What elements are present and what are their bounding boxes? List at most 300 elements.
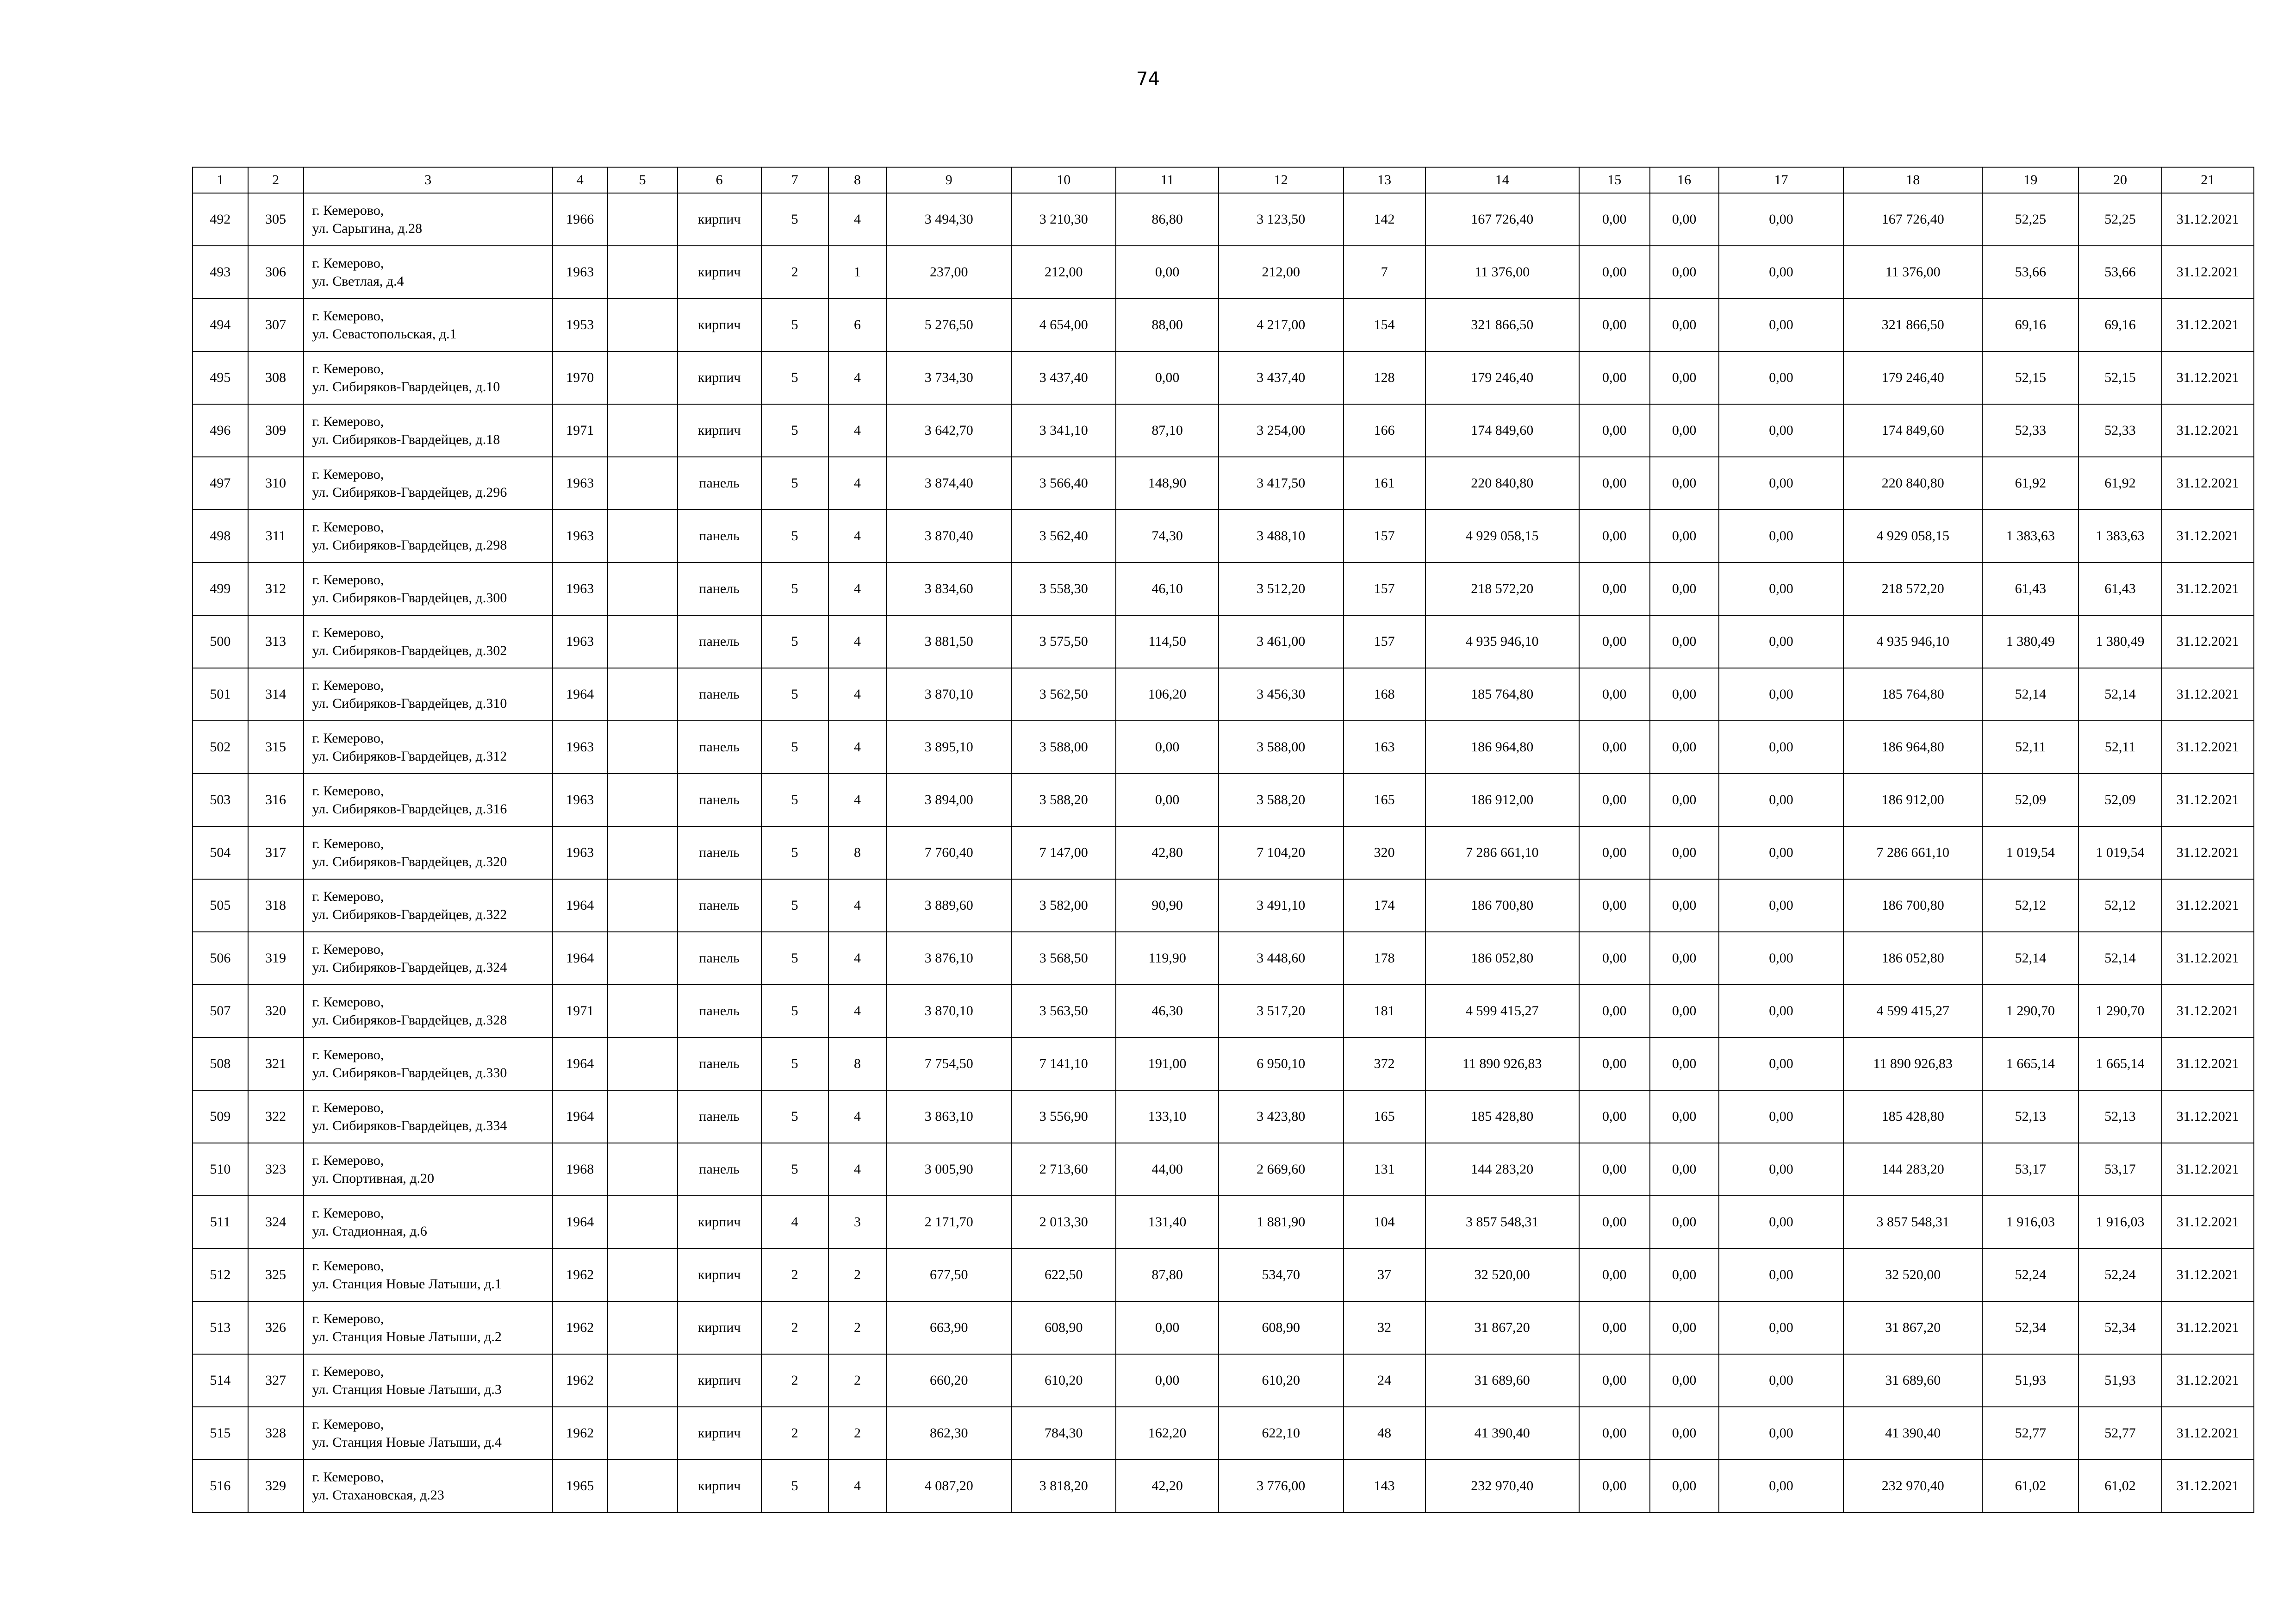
cell-col-18: 185 428,80 (1843, 1090, 1982, 1143)
cell-col-6: кирпич (678, 404, 761, 457)
cell-col-7: 5 (761, 615, 828, 668)
cell-col-11: 74,30 (1116, 510, 1218, 562)
cell-col-2: 320 (248, 985, 304, 1037)
cell-col-21: 31.12.2021 (2162, 193, 2254, 246)
address-cell (304, 1354, 553, 1407)
table-row (193, 985, 2254, 1037)
address-cell (304, 826, 553, 879)
cell-col-17: 0,00 (1719, 299, 1844, 351)
cell-col-11: 162,20 (1116, 1407, 1218, 1460)
cell-col-7: 2 (761, 1407, 828, 1460)
cell-col-10: 3 210,30 (1011, 193, 1116, 246)
cell-col-12: 7 104,20 (1219, 826, 1344, 879)
cell-col-5 (608, 1354, 678, 1407)
cell-col-6: панель (678, 562, 761, 615)
address-city: г. Кемерово, (312, 203, 384, 218)
cell-col-7: 5 (761, 932, 828, 985)
cell-col-1: 502 (193, 721, 248, 774)
cell-col-20: 1 665,14 (2078, 1037, 2161, 1090)
cell-col-17: 0,00 (1719, 246, 1844, 299)
cell-col-13: 157 (1344, 562, 1425, 615)
cell-col-15: 0,00 (1579, 299, 1650, 351)
cell-col-14: 7 286 661,10 (1425, 826, 1579, 879)
cell-col-2: 310 (248, 457, 304, 510)
cell-col-21: 31.12.2021 (2162, 351, 2254, 404)
table-row (193, 1407, 2254, 1460)
address-city: г. Кемерово, (312, 942, 384, 957)
address-city: г. Кемерово, (312, 467, 384, 482)
cell-col-21: 31.12.2021 (2162, 1037, 2254, 1090)
cell-col-1: 506 (193, 932, 248, 985)
cell-col-8: 2 (828, 1354, 887, 1407)
address-city: г. Кемерово, (312, 414, 384, 429)
cell-col-19: 52,77 (1982, 1407, 2078, 1460)
cell-col-11: 0,00 (1116, 246, 1218, 299)
table-header-row (193, 167, 2254, 193)
cell-col-8: 4 (828, 985, 887, 1037)
cell-col-18: 3 857 548,31 (1843, 1196, 1982, 1249)
cell-col-21: 31.12.2021 (2162, 1354, 2254, 1407)
cell-col-9: 3 870,40 (886, 510, 1011, 562)
table-row (193, 457, 2254, 510)
cell-col-10: 608,90 (1011, 1301, 1116, 1354)
cell-col-21: 31.12.2021 (2162, 721, 2254, 774)
cell-col-15: 0,00 (1579, 457, 1650, 510)
address-city: г. Кемерово, (312, 1047, 384, 1062)
column-header-21: 21 (2162, 167, 2254, 193)
cell-col-6: панель (678, 1143, 761, 1196)
cell-col-6: кирпич (678, 299, 761, 351)
cell-col-1: 509 (193, 1090, 248, 1143)
address-street: ул. Сибиряков-Гвардейцев, д.320 (312, 854, 507, 869)
column-header-20: 20 (2078, 167, 2161, 193)
cell-col-21: 31.12.2021 (2162, 1143, 2254, 1196)
cell-col-11: 0,00 (1116, 721, 1218, 774)
cell-col-7: 4 (761, 1196, 828, 1249)
cell-col-2: 324 (248, 1196, 304, 1249)
table-row (193, 879, 2254, 932)
cell-col-8: 4 (828, 562, 887, 615)
column-header-19: 19 (1982, 167, 2078, 193)
table-row (193, 826, 2254, 879)
cell-col-20: 1 383,63 (2078, 510, 2161, 562)
cell-col-1: 507 (193, 985, 248, 1037)
cell-col-16: 0,00 (1650, 879, 1719, 932)
table-row (193, 615, 2254, 668)
cell-col-7: 5 (761, 879, 828, 932)
address-city: г. Кемерово, (312, 1364, 384, 1379)
cell-col-18: 11 376,00 (1843, 246, 1982, 299)
cell-col-17: 0,00 (1719, 1090, 1844, 1143)
cell-col-15: 0,00 (1579, 510, 1650, 562)
table-row (193, 1301, 2254, 1354)
cell-col-9: 3 494,30 (886, 193, 1011, 246)
table-row (193, 1143, 2254, 1196)
cell-col-12: 2 669,60 (1219, 1143, 1344, 1196)
cell-col-10: 622,50 (1011, 1249, 1116, 1301)
cell-col-14: 31 867,20 (1425, 1301, 1579, 1354)
cell-col-14: 232 970,40 (1425, 1460, 1579, 1512)
cell-col-21: 31.12.2021 (2162, 246, 2254, 299)
cell-col-18: 4 599 415,27 (1843, 985, 1982, 1037)
cell-col-4: 1966 (553, 193, 608, 246)
cell-col-12: 3 517,20 (1219, 985, 1344, 1037)
cell-col-1: 503 (193, 774, 248, 826)
cell-col-4: 1968 (553, 1143, 608, 1196)
cell-col-1: 493 (193, 246, 248, 299)
cell-col-19: 53,66 (1982, 246, 2078, 299)
cell-col-19: 52,34 (1982, 1301, 2078, 1354)
cell-col-16: 0,00 (1650, 193, 1719, 246)
cell-col-2: 327 (248, 1354, 304, 1407)
cell-col-11: 42,20 (1116, 1460, 1218, 1512)
cell-col-12: 4 217,00 (1219, 299, 1344, 351)
cell-col-12: 3 461,00 (1219, 615, 1344, 668)
cell-col-8: 8 (828, 1037, 887, 1090)
address-city: г. Кемерово, (312, 1258, 384, 1274)
cell-col-13: 157 (1344, 510, 1425, 562)
cell-col-15: 0,00 (1579, 404, 1650, 457)
cell-col-2: 308 (248, 351, 304, 404)
cell-col-8: 4 (828, 668, 887, 721)
cell-col-1: 499 (193, 562, 248, 615)
column-header-11: 11 (1116, 167, 1218, 193)
table-row (193, 1460, 2254, 1512)
cell-col-7: 5 (761, 510, 828, 562)
cell-col-20: 61,43 (2078, 562, 2161, 615)
cell-col-19: 52,14 (1982, 932, 2078, 985)
address-cell (304, 1090, 553, 1143)
cell-col-4: 1963 (553, 562, 608, 615)
address-cell (304, 510, 553, 562)
table-row (193, 932, 2254, 985)
cell-col-5 (608, 193, 678, 246)
cell-col-7: 5 (761, 1460, 828, 1512)
cell-col-14: 186 700,80 (1425, 879, 1579, 932)
cell-col-15: 0,00 (1579, 774, 1650, 826)
cell-col-10: 3 588,20 (1011, 774, 1116, 826)
cell-col-4: 1964 (553, 1196, 608, 1249)
cell-col-10: 2 713,60 (1011, 1143, 1116, 1196)
cell-col-12: 212,00 (1219, 246, 1344, 299)
cell-col-12: 3 488,10 (1219, 510, 1344, 562)
cell-col-16: 0,00 (1650, 826, 1719, 879)
cell-col-15: 0,00 (1579, 668, 1650, 721)
column-header-4: 4 (553, 167, 608, 193)
cell-col-10: 3 588,00 (1011, 721, 1116, 774)
cell-col-1: 494 (193, 299, 248, 351)
cell-col-4: 1963 (553, 774, 608, 826)
cell-col-11: 90,90 (1116, 879, 1218, 932)
column-header-9: 9 (886, 167, 1011, 193)
cell-col-19: 1 916,03 (1982, 1196, 2078, 1249)
address-cell (304, 1196, 553, 1249)
column-header-14: 14 (1425, 167, 1579, 193)
cell-col-10: 2 013,30 (1011, 1196, 1116, 1249)
address-city: г. Кемерово, (312, 1206, 384, 1221)
cell-col-5 (608, 985, 678, 1037)
cell-col-18: 4 929 058,15 (1843, 510, 1982, 562)
cell-col-6: кирпич (678, 1354, 761, 1407)
cell-col-6: кирпич (678, 193, 761, 246)
cell-col-16: 0,00 (1650, 510, 1719, 562)
cell-col-4: 1963 (553, 246, 608, 299)
cell-col-15: 0,00 (1579, 246, 1650, 299)
cell-col-6: кирпич (678, 1196, 761, 1249)
cell-col-14: 144 283,20 (1425, 1143, 1579, 1196)
cell-col-4: 1963 (553, 826, 608, 879)
cell-col-14: 186 052,80 (1425, 932, 1579, 985)
cell-col-2: 329 (248, 1460, 304, 1512)
cell-col-9: 3 894,00 (886, 774, 1011, 826)
cell-col-7: 5 (761, 668, 828, 721)
cell-col-17: 0,00 (1719, 1301, 1844, 1354)
cell-col-4: 1963 (553, 615, 608, 668)
cell-col-15: 0,00 (1579, 351, 1650, 404)
cell-col-14: 185 764,80 (1425, 668, 1579, 721)
cell-col-7: 5 (761, 1143, 828, 1196)
cell-col-13: 165 (1344, 774, 1425, 826)
cell-col-20: 52,25 (2078, 193, 2161, 246)
cell-col-9: 3 863,10 (886, 1090, 1011, 1143)
cell-col-21: 31.12.2021 (2162, 299, 2254, 351)
cell-col-5 (608, 562, 678, 615)
cell-col-17: 0,00 (1719, 879, 1844, 932)
cell-col-10: 7 141,10 (1011, 1037, 1116, 1090)
cell-col-5 (608, 1037, 678, 1090)
address-cell (304, 1249, 553, 1301)
cell-col-16: 0,00 (1650, 351, 1719, 404)
cell-col-13: 48 (1344, 1407, 1425, 1460)
cell-col-14: 3 857 548,31 (1425, 1196, 1579, 1249)
cell-col-2: 314 (248, 668, 304, 721)
cell-col-1: 512 (193, 1249, 248, 1301)
cell-col-5 (608, 1196, 678, 1249)
cell-col-15: 0,00 (1579, 1354, 1650, 1407)
cell-col-9: 3 881,50 (886, 615, 1011, 668)
cell-col-12: 6 950,10 (1219, 1037, 1344, 1090)
table-row (193, 246, 2254, 299)
cell-col-5 (608, 721, 678, 774)
address-city: г. Кемерово, (312, 836, 384, 851)
cell-col-17: 0,00 (1719, 1037, 1844, 1090)
cell-col-1: 505 (193, 879, 248, 932)
cell-col-9: 3 895,10 (886, 721, 1011, 774)
cell-col-4: 1965 (553, 1460, 608, 1512)
cell-col-20: 1 290,70 (2078, 985, 2161, 1037)
address-city: г. Кемерово, (312, 783, 384, 799)
cell-col-16: 0,00 (1650, 404, 1719, 457)
cell-col-9: 2 171,70 (886, 1196, 1011, 1249)
cell-col-11: 114,50 (1116, 615, 1218, 668)
cell-col-18: 186 052,80 (1843, 932, 1982, 985)
cell-col-7: 5 (761, 562, 828, 615)
cell-col-1: 492 (193, 193, 248, 246)
cell-col-6: панель (678, 721, 761, 774)
cell-col-2: 318 (248, 879, 304, 932)
address-street: ул. Сибиряков-Гвардейцев, д.330 (312, 1065, 507, 1081)
cell-col-13: 161 (1344, 457, 1425, 510)
cell-col-18: 7 286 661,10 (1843, 826, 1982, 879)
cell-col-21: 31.12.2021 (2162, 510, 2254, 562)
cell-col-12: 3 254,00 (1219, 404, 1344, 457)
cell-col-2: 312 (248, 562, 304, 615)
cell-col-18: 186 912,00 (1843, 774, 1982, 826)
cell-col-8: 4 (828, 615, 887, 668)
cell-col-14: 11 890 926,83 (1425, 1037, 1579, 1090)
cell-col-14: 185 428,80 (1425, 1090, 1579, 1143)
cell-col-18: 185 764,80 (1843, 668, 1982, 721)
column-header-15: 15 (1579, 167, 1650, 193)
cell-col-8: 4 (828, 1460, 887, 1512)
cell-col-21: 31.12.2021 (2162, 1196, 2254, 1249)
cell-col-7: 5 (761, 351, 828, 404)
cell-col-15: 0,00 (1579, 932, 1650, 985)
address-city: г. Кемерово, (312, 994, 384, 1010)
cell-col-10: 610,20 (1011, 1354, 1116, 1407)
cell-col-5 (608, 932, 678, 985)
cell-col-2: 306 (248, 246, 304, 299)
column-header-3: 3 (304, 167, 553, 193)
cell-col-2: 322 (248, 1090, 304, 1143)
cell-col-9: 7 760,40 (886, 826, 1011, 879)
cell-col-2: 313 (248, 615, 304, 668)
cell-col-14: 4 599 415,27 (1425, 985, 1579, 1037)
cell-col-7: 5 (761, 774, 828, 826)
cell-col-20: 52,09 (2078, 774, 2161, 826)
cell-col-11: 88,00 (1116, 299, 1218, 351)
cell-col-16: 0,00 (1650, 985, 1719, 1037)
cell-col-20: 52,14 (2078, 668, 2161, 721)
cell-col-15: 0,00 (1579, 1196, 1650, 1249)
cell-col-16: 0,00 (1650, 668, 1719, 721)
cell-col-1: 514 (193, 1354, 248, 1407)
cell-col-10: 3 582,00 (1011, 879, 1116, 932)
cell-col-20: 1 380,49 (2078, 615, 2161, 668)
cell-col-5 (608, 879, 678, 932)
cell-col-13: 128 (1344, 351, 1425, 404)
cell-col-16: 0,00 (1650, 299, 1719, 351)
cell-col-20: 53,17 (2078, 1143, 2161, 1196)
cell-col-1: 513 (193, 1301, 248, 1354)
table-row (193, 1249, 2254, 1301)
cell-col-20: 52,34 (2078, 1301, 2161, 1354)
cell-col-5 (608, 615, 678, 668)
address-cell (304, 457, 553, 510)
cell-col-17: 0,00 (1719, 721, 1844, 774)
cell-col-10: 3 562,40 (1011, 510, 1116, 562)
table-row (193, 510, 2254, 562)
address-cell (304, 299, 553, 351)
cell-col-4: 1964 (553, 1037, 608, 1090)
table-row (193, 193, 2254, 246)
cell-col-12: 3 437,40 (1219, 351, 1344, 404)
cell-col-11: 131,40 (1116, 1196, 1218, 1249)
cell-col-21: 31.12.2021 (2162, 932, 2254, 985)
cell-col-4: 1964 (553, 879, 608, 932)
cell-col-13: 24 (1344, 1354, 1425, 1407)
cell-col-5 (608, 1407, 678, 1460)
cell-col-2: 317 (248, 826, 304, 879)
cell-col-4: 1963 (553, 510, 608, 562)
cell-col-6: панель (678, 1090, 761, 1143)
cell-col-4: 1962 (553, 1354, 608, 1407)
cell-col-17: 0,00 (1719, 1249, 1844, 1301)
cell-col-19: 52,12 (1982, 879, 2078, 932)
cell-col-11: 106,20 (1116, 668, 1218, 721)
cell-col-18: 41 390,40 (1843, 1407, 1982, 1460)
cell-col-7: 5 (761, 299, 828, 351)
cell-col-15: 0,00 (1579, 1249, 1650, 1301)
cell-col-20: 51,93 (2078, 1354, 2161, 1407)
column-header-1: 1 (193, 167, 248, 193)
cell-col-11: 119,90 (1116, 932, 1218, 985)
cell-col-12: 3 123,50 (1219, 193, 1344, 246)
cell-col-4: 1970 (553, 351, 608, 404)
cell-col-19: 1 383,63 (1982, 510, 2078, 562)
cell-col-5 (608, 826, 678, 879)
cell-col-13: 154 (1344, 299, 1425, 351)
cell-col-18: 11 890 926,83 (1843, 1037, 1982, 1090)
address-street: ул. Стахановская, д.23 (312, 1487, 444, 1503)
cell-col-1: 495 (193, 351, 248, 404)
cell-col-12: 534,70 (1219, 1249, 1344, 1301)
cell-col-17: 0,00 (1719, 985, 1844, 1037)
cell-col-14: 32 520,00 (1425, 1249, 1579, 1301)
cell-col-13: 104 (1344, 1196, 1425, 1249)
cell-col-17: 0,00 (1719, 510, 1844, 562)
column-header-6: 6 (678, 167, 761, 193)
cell-col-16: 0,00 (1650, 1354, 1719, 1407)
cell-col-12: 3 448,60 (1219, 932, 1344, 985)
cell-col-5 (608, 1090, 678, 1143)
cell-col-16: 0,00 (1650, 774, 1719, 826)
cell-col-12: 1 881,90 (1219, 1196, 1344, 1249)
cell-col-15: 0,00 (1579, 1407, 1650, 1460)
cell-col-19: 1 665,14 (1982, 1037, 2078, 1090)
cell-col-14: 41 390,40 (1425, 1407, 1579, 1460)
cell-col-2: 315 (248, 721, 304, 774)
cell-col-8: 4 (828, 510, 887, 562)
cell-col-5 (608, 1143, 678, 1196)
cell-col-9: 862,30 (886, 1407, 1011, 1460)
cell-col-2: 326 (248, 1301, 304, 1354)
cell-col-21: 31.12.2021 (2162, 1301, 2254, 1354)
cell-col-20: 61,02 (2078, 1460, 2161, 1512)
cell-col-11: 0,00 (1116, 1354, 1218, 1407)
cell-col-16: 0,00 (1650, 1196, 1719, 1249)
cell-col-17: 0,00 (1719, 1407, 1844, 1460)
cell-col-18: 186 700,80 (1843, 879, 1982, 932)
cell-col-6: панель (678, 457, 761, 510)
cell-col-5 (608, 299, 678, 351)
table-row (193, 299, 2254, 351)
cell-col-8: 8 (828, 826, 887, 879)
cell-col-11: 0,00 (1116, 351, 1218, 404)
cell-col-13: 168 (1344, 668, 1425, 721)
cell-col-10: 3 562,50 (1011, 668, 1116, 721)
cell-col-5 (608, 668, 678, 721)
cell-col-4: 1964 (553, 668, 608, 721)
address-street: ул. Сибиряков-Гвардейцев, д.328 (312, 1012, 507, 1028)
address-cell (304, 246, 553, 299)
cell-col-18: 4 935 946,10 (1843, 615, 1982, 668)
cell-col-9: 677,50 (886, 1249, 1011, 1301)
cell-col-21: 31.12.2021 (2162, 668, 2254, 721)
cell-col-1: 508 (193, 1037, 248, 1090)
cell-col-13: 166 (1344, 404, 1425, 457)
cell-col-1: 500 (193, 615, 248, 668)
